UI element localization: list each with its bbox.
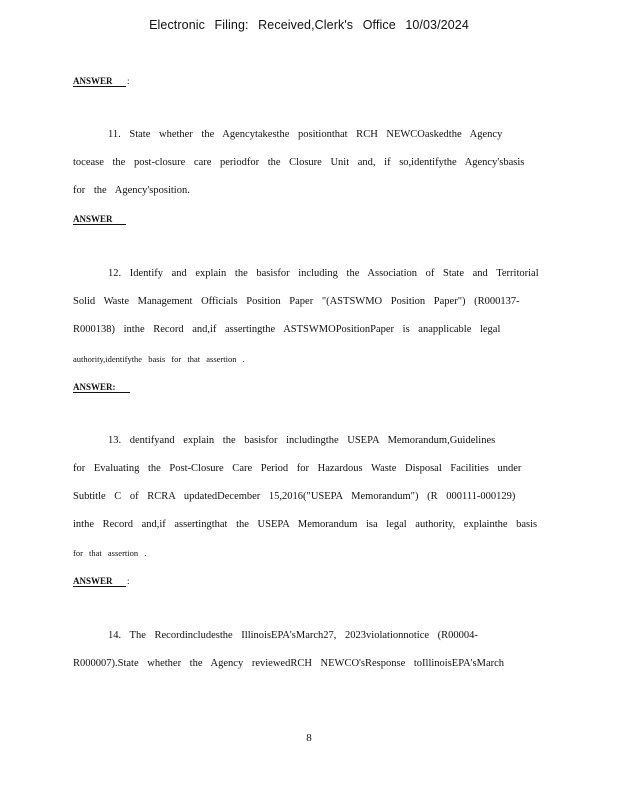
filing-stamp-header: Electronic Filing: Received,Clerk's Office 10/03/2024: [149, 18, 469, 32]
question-13-line-3: Subtitle C of RCRA updatedDecember 15,2016("USEPA Memorandum") (R 000111-000129): [73, 491, 516, 502]
question-12-line-4: authority,identifythe basis for that assertion .: [73, 354, 245, 364]
answer-label-4: [73, 576, 130, 587]
question-11-line-2: tocease the post-closure care periodfor the Closure Unit and, if so,identifythe Agency'sbasis: [73, 157, 525, 168]
question-12-line-3: R000138) inthe Record and,if assertingthe ASTSWMOPositionPaper is anapplicable legal: [73, 324, 501, 335]
question-12-line-2: Solid Waste Management Officials Position Paper "(ASTSWMO Position Paper") (R000137-: [73, 296, 520, 307]
answer-label-colon: :: [127, 576, 130, 586]
question-13-line-4: inthe Record and,if assertingthat the USEPA Memorandum isa legal authority, explainthe basis: [73, 519, 538, 530]
question-13-line-1: 13. dentifyand explain the basisfor includingthe USEPA Memorandum,Guidelines: [108, 435, 496, 446]
answer-label-1: [73, 76, 130, 87]
question-13-line-5: for that assertion .: [73, 548, 147, 558]
answer-label-text: ANSWER:: [73, 382, 130, 393]
answer-label-text: ANSWER: [73, 76, 126, 87]
page-number: 8: [306, 732, 312, 744]
question-13-line-2: for Evaluating the Post-Closure Care Period for Hazardous Waste Disposal Facilities under: [73, 463, 522, 474]
answer-label-2: [73, 214, 126, 225]
answer-label-text: ANSWER: [73, 576, 126, 587]
answer-label-3: [73, 382, 130, 393]
question-14-line-2: R000007).State whether the Agency reviewedRCH NEWCO'sResponse toIllinoisEPA'sMarch: [73, 658, 505, 669]
question-11-line-1: 11. State whether the Agencytakesthe positionthat RCH NEWCOaskedthe Agency: [108, 129, 503, 140]
answer-label-text: ANSWER: [73, 214, 126, 225]
question-11-line-3: for the Agency'sposition.: [73, 185, 190, 196]
question-12-line-1: 12. Identify and explain the basisfor including the Association of State and Territorial: [108, 268, 539, 279]
answer-label-colon: :: [127, 76, 130, 86]
question-14-line-1: 14. The Recordincludesthe IllinoisEPA'sMarch27, 2023violationnotice (R00004-: [108, 630, 478, 641]
